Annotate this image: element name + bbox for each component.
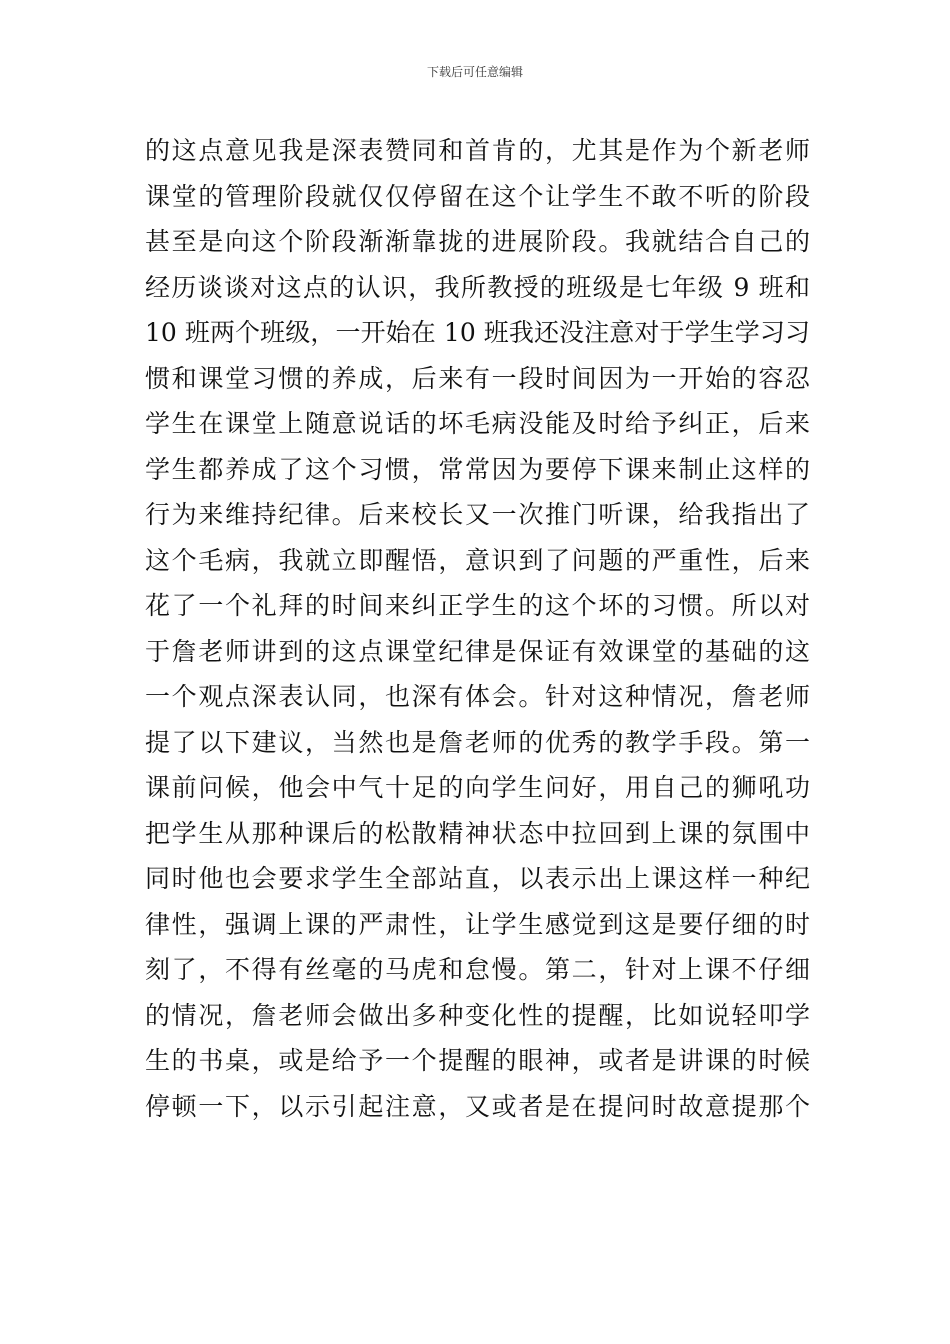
- text-line: 同时他也会要求学生全部站直，以表示出上课这样一种纪: [145, 864, 810, 893]
- text-line: 这个毛病，我就立即醒悟，意识到了问题的严重性，后来: [145, 545, 810, 575]
- text-line: 课前问候，他会中气十足的向学生问好，用自己的狮吼功: [145, 773, 810, 802]
- text-line: 课堂的管理阶段就仅仅停留在这个让学生不敢不听的阶段: [145, 181, 810, 211]
- text-line: 的这点意见我是深表赞同和首肯的，尤其是作为个新老师: [145, 136, 810, 165]
- page-header: 下载后可任意编辑: [426, 65, 523, 79]
- text-line: 提了以下建议，当然也是詹老师的优秀的教学手段。第一: [145, 727, 810, 757]
- text-line: 于詹老师讲到的这点课堂纪律是保证有效课堂的基础的这: [145, 636, 810, 666]
- text-line: 花了一个礼拜的时间来纠正学生的这个坏的习惯。所以对: [145, 591, 810, 620]
- text-line: 停顿一下，以示引起注意，又或者是在提问时故意提那个: [145, 1091, 810, 1121]
- text-line: 律性，强调上课的严肃性，让学生感觉到这是要仔细的时: [145, 909, 810, 939]
- text-line: 学生都养成了这个习惯，常常因为要停下课来制止这样的: [145, 454, 810, 484]
- text-line: 惯和课堂习惯的养成，后来有一段时间因为一开始的容忍: [145, 363, 810, 393]
- body-text: [145, 128, 810, 1129]
- text-line: 生的书桌，或是给予一个提醒的眼神，或者是讲课的时候: [145, 1046, 810, 1075]
- text-line: 学生在课堂上随意说话的坏毛病没能及时给予纠正，后来: [145, 409, 810, 438]
- text-line: 的情况，詹老师会做出多种变化性的提醒，比如说轻叩学: [145, 1000, 810, 1030]
- text-line: 经历谈谈对这点的认识，我所教授的班级是七年级 9 班和: [145, 272, 810, 302]
- text-line: 刻了，不得有丝毫的马虎和怠慢。第二，针对上课不仔细: [145, 955, 810, 984]
- text-line: 一个观点深表认同，也深有体会。针对这种情况，詹老师: [145, 682, 810, 711]
- text-line: 把学生从那种课后的松散精神状态中拉回到上课的氛围中: [145, 818, 810, 848]
- text-line: 10 班两个班级，一开始在 10 班我还没注意对于学生学习习: [145, 318, 810, 347]
- text-line: 行为来维持纪律。后来校长又一次推门听课，给我指出了: [145, 500, 810, 529]
- text-line: 甚至是向这个阶段渐渐靠拢的进展阶段。我就结合自己的: [145, 227, 810, 256]
